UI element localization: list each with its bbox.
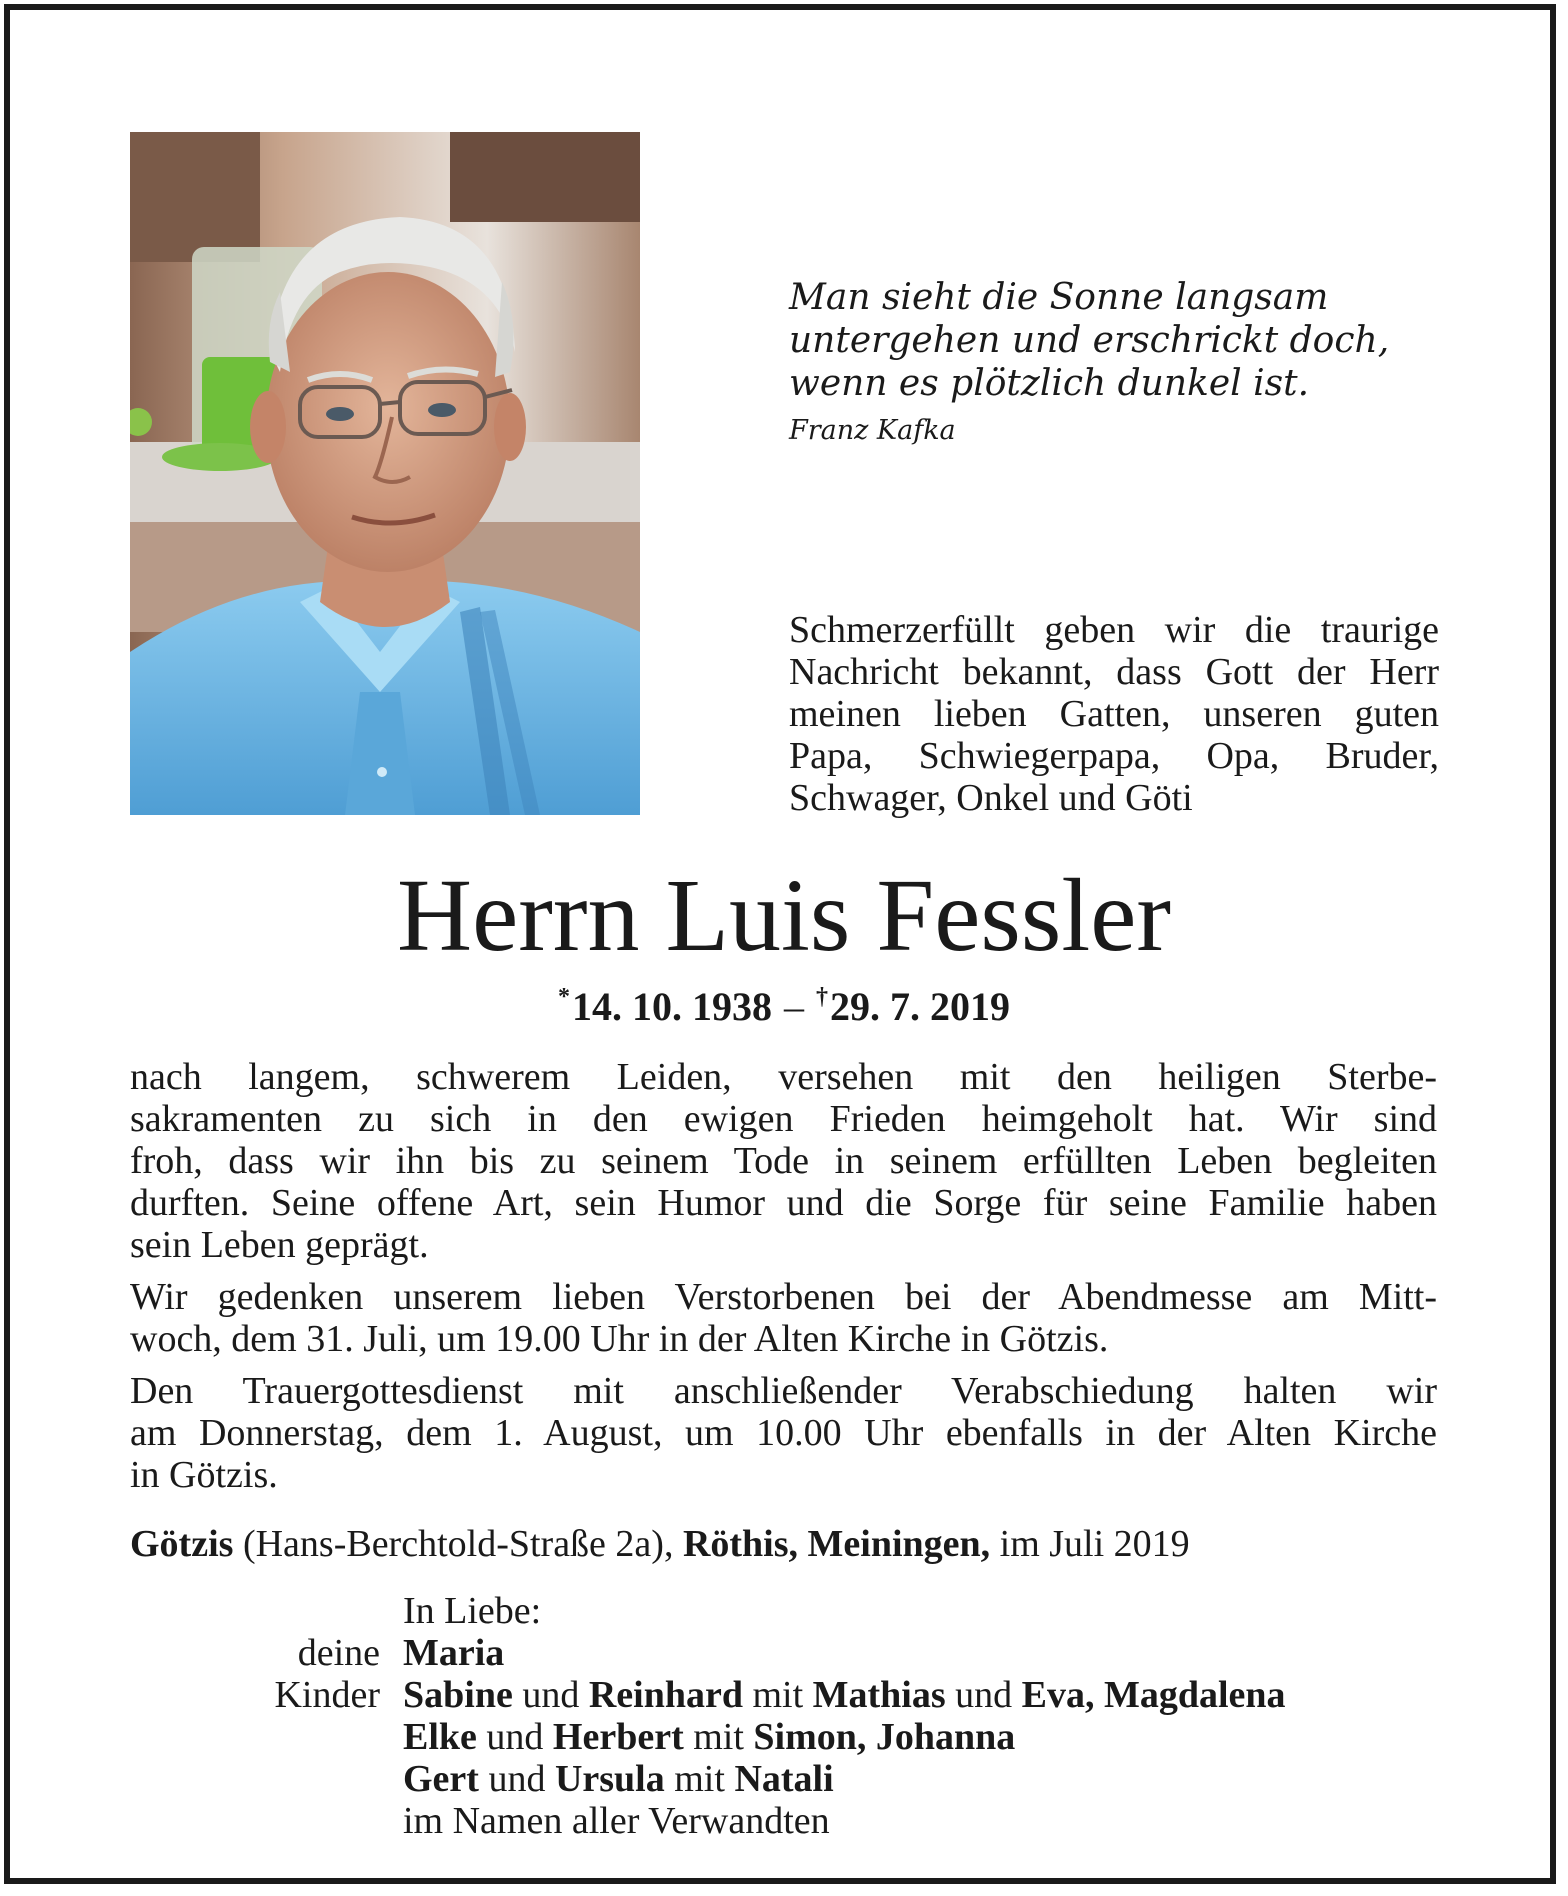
place-other-towns: Röthis, Meiningen, xyxy=(682,1523,991,1565)
signature-children-text-1 xyxy=(403,1674,1286,1716)
signature-name: Simon, Johanna xyxy=(753,1716,1016,1758)
birth-date: 14. 10. 1938 xyxy=(572,984,772,1029)
place-town: Götzis xyxy=(130,1523,234,1565)
signature-closing-row xyxy=(0,1800,1568,1842)
obituary-body xyxy=(130,1056,1437,1506)
signature-name: Sabine xyxy=(403,1674,513,1716)
quote-line: Man sieht die Sonne langsam xyxy=(789,277,1329,318)
signature-children-row-1 xyxy=(0,1674,1568,1716)
place-and-date xyxy=(130,1523,1190,1565)
signature-wife-text xyxy=(403,1632,504,1674)
intro-line: Schmerzerfüllt geben wir die traurige xyxy=(789,609,1439,651)
body-line: in Götzis. xyxy=(130,1454,278,1496)
signature-connector: und xyxy=(512,1674,589,1716)
signature-children-text-3 xyxy=(403,1758,834,1800)
body-line: nach langem, schwerem Leiden, versehen mit den heiligen Sterbe- xyxy=(130,1056,1437,1098)
body-paragraph-1 xyxy=(130,1056,1437,1266)
intro-line: Schwager, Onkel und Göti xyxy=(789,777,1193,819)
signature-children-text-2 xyxy=(403,1716,1015,1758)
quote-line: wenn es plötzlich dunkel ist. xyxy=(789,363,1310,404)
body-line: sein Leben geprägt. xyxy=(130,1224,429,1266)
body-line: woch, dem 31. Juli, um 19.00 Uhr in der Alten Kirche in Götzis. xyxy=(130,1318,1109,1360)
signature-name: Natali xyxy=(734,1758,834,1800)
death-date: 29. 7. 2019 xyxy=(830,984,1010,1029)
place-date: im Juli 2019 xyxy=(990,1523,1190,1565)
intro-text xyxy=(789,609,1439,819)
death-symbol: † xyxy=(816,984,828,1010)
body-line: am Donnerstag, dem 1. August, um 10.00 Uhr ebenfalls in der Alten Kirche xyxy=(130,1412,1437,1454)
signature-children-row-2 xyxy=(0,1716,1568,1758)
signature-wife: Maria xyxy=(403,1632,505,1674)
body-paragraph-2 xyxy=(130,1276,1437,1360)
body-line: froh, dass wir ihn bis zu seinem Tode in seinem erfüllten Leben begleiten xyxy=(130,1140,1437,1182)
signature-children-label: Kinder xyxy=(274,1674,380,1716)
signature-name: Eva, Magdalena xyxy=(1021,1674,1286,1716)
deceased-name: Herrn Luis Fessler xyxy=(396,858,1172,973)
signature-closing: im Namen aller Verwandten xyxy=(403,1800,830,1842)
signature-opening-row xyxy=(0,1590,1568,1632)
place-address: (Hans-Berchtold-Straße 2a), xyxy=(233,1523,683,1565)
intro-line: Papa, Schwiegerpapa, Opa, Bruder, xyxy=(789,735,1439,777)
body-paragraph-3 xyxy=(130,1370,1437,1496)
signature-connector: mit xyxy=(683,1716,754,1758)
signature-connector: und xyxy=(476,1716,553,1758)
signature-connector: und xyxy=(478,1758,555,1800)
signature-connector: mit xyxy=(742,1674,813,1716)
quote-author: Franz Kafka xyxy=(789,415,956,446)
kafka-quote xyxy=(789,276,1489,446)
signature-children-row-3 xyxy=(0,1758,1568,1800)
body-line: sakramenten zu sich in den ewigen Frieden heimgeholt hat. Wir sind xyxy=(130,1098,1437,1140)
portrait-photo xyxy=(130,132,640,815)
signature-opening: In Liebe: xyxy=(403,1590,542,1632)
birth-symbol: * xyxy=(558,984,570,1010)
signatures xyxy=(0,1590,1568,1842)
signature-name: Ursula xyxy=(554,1758,665,1800)
signature-name: Gert xyxy=(403,1758,479,1800)
body-line: Wir gedenken unserem lieben Verstorbenen bei der Abendmesse am Mitt- xyxy=(130,1276,1437,1318)
date-separator: – xyxy=(784,984,804,1029)
signature-name: Reinhard xyxy=(588,1674,743,1716)
life-dates xyxy=(0,973,1568,1031)
signature-connector: mit xyxy=(664,1758,735,1800)
body-line: durften. Seine offene Art, sein Humor und die Sorge für seine Familie haben xyxy=(130,1182,1437,1224)
signature-name: Herbert xyxy=(552,1716,684,1758)
signature-wife-label: deine xyxy=(297,1632,380,1674)
signature-name: Mathias xyxy=(812,1674,946,1716)
intro-line: Nachricht bekannt, dass Gott der Herr xyxy=(789,651,1439,693)
quote-line: untergehen und erschrickt doch, xyxy=(789,320,1390,361)
intro-line: meinen lieben Gatten, unseren guten xyxy=(789,693,1439,735)
signature-name: Elke xyxy=(403,1716,477,1758)
signature-connector: und xyxy=(945,1674,1022,1716)
body-line: Den Trauergottesdienst mit anschließender Verabschiedung halten wir xyxy=(130,1370,1437,1412)
signature-wife-row xyxy=(0,1632,1568,1674)
